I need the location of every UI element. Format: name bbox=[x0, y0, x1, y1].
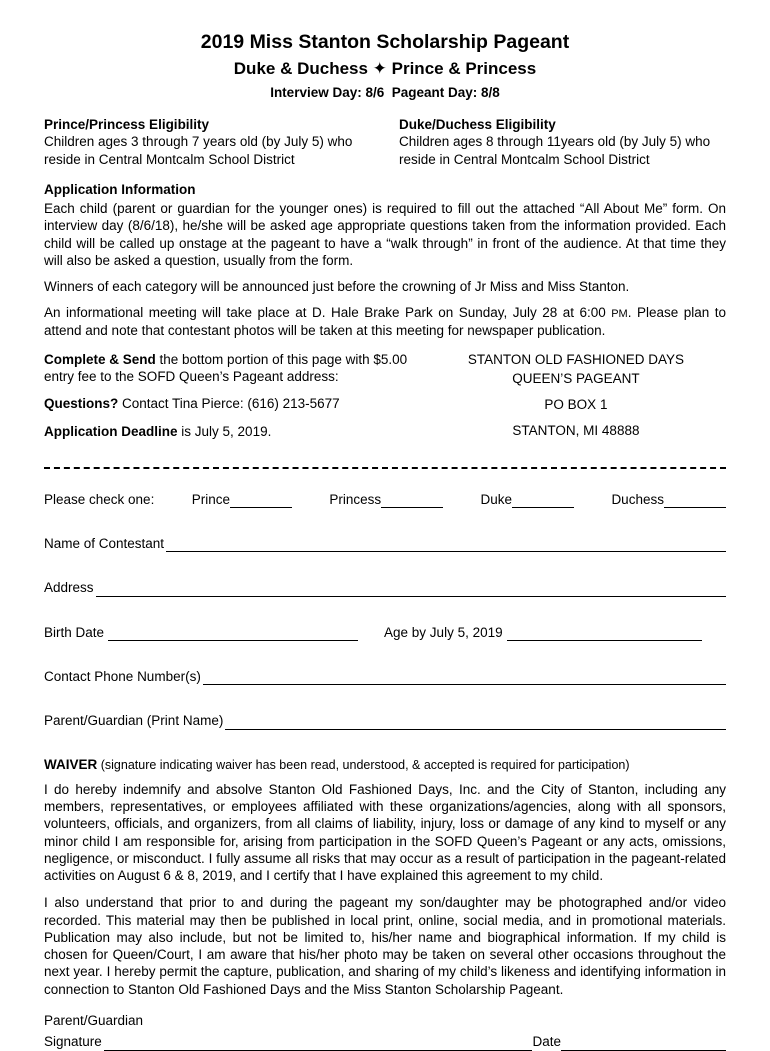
check-one-label: Please check one: bbox=[44, 491, 155, 507]
option-duchess-label: Duchess bbox=[611, 491, 664, 507]
questions-line bbox=[44, 395, 426, 412]
submission-section bbox=[44, 351, 726, 450]
option-duchess-blank[interactable] bbox=[664, 493, 726, 508]
phone-row bbox=[44, 668, 726, 685]
prince-eligibility-heading: Prince/Princess Eligibility bbox=[44, 116, 210, 132]
option-prince-label: Prince bbox=[191, 491, 230, 507]
signature-parent-label: Parent/Guardian bbox=[44, 1013, 144, 1028]
waiver-heading: WAIVER bbox=[44, 756, 98, 772]
date-label: Date bbox=[532, 1034, 561, 1050]
deadline-line bbox=[44, 423, 426, 440]
deadline-rest: is July 5, 2019. bbox=[177, 423, 272, 439]
birthdate-age-row bbox=[44, 624, 726, 641]
contestant-name-blank[interactable] bbox=[166, 537, 726, 552]
signature-blank[interactable] bbox=[104, 1036, 533, 1051]
age-label: Age by July 5, 2019 bbox=[384, 624, 503, 640]
age-blank[interactable] bbox=[507, 626, 702, 641]
birth-date-blank[interactable] bbox=[108, 626, 358, 641]
option-princess-label: Princess bbox=[329, 491, 382, 507]
address-line-1: STANTON OLD FASHIONED DAYS bbox=[467, 351, 684, 367]
option-princess-blank[interactable] bbox=[381, 493, 443, 508]
waiver-paragraph-1: I do hereby indemnify and absolve Stanton Old Fashioned Days, Inc. and the City of Stanton, including any members, representatives, or employees affiliated with these organizations/agencies, along with all sponsors, volunteers, officials, and organizers, from all claims of liability, injury, loss or damage of any kind to myself or any minor child I am responsible for, arising from participation in the SOFD Queen’s Pageant or any acts, omissions, negligence, or misconduct. I fully assume all risks that may occur as a result of participation in the pageant-related activities on August 6 & 8, 2019, and I certify that I have explained this agreement to my child. bbox=[44, 781, 726, 884]
meeting-meridiem: PM bbox=[611, 308, 628, 321]
submission-instructions bbox=[44, 351, 426, 450]
category-check-row bbox=[44, 491, 726, 508]
signature-label: Signature bbox=[44, 1034, 102, 1050]
meeting-text-before: An informational meeting will take place at D. Hale Brake Park on Sunday, July 28 at 6:00 bbox=[44, 305, 612, 321]
deadline-lead: Application Deadline bbox=[44, 423, 178, 439]
prince-eligibility-body: Children ages 3 through 7 years old (by July 5) who reside in Central Montcalm School District bbox=[44, 134, 353, 167]
meeting-text-after: . Please plan to attend and note that contestant photos will be taken at this meeting for newspaper publication. bbox=[44, 305, 726, 338]
option-duke bbox=[481, 491, 575, 508]
waiver-heading-line bbox=[44, 756, 726, 773]
page-title: 2019 Miss Stanton Scholarship Pageant bbox=[200, 31, 570, 53]
phone-label: Contact Phone Number(s) bbox=[44, 669, 201, 685]
application-info-paragraph-2: Winners of each category will be announced just before the crowning of Jr Miss and Miss Stanton. bbox=[44, 279, 630, 295]
prince-princess-eligibility bbox=[44, 116, 385, 168]
complete-send-lead: Complete & Send bbox=[44, 351, 156, 367]
eligibility-section bbox=[44, 116, 726, 168]
application-info-section bbox=[44, 181, 726, 339]
tear-off-separator bbox=[44, 467, 726, 469]
schedule-line: Interview Day: 8/6 Pageant Day: 8/8 bbox=[270, 84, 500, 100]
parent-name-row bbox=[44, 712, 726, 729]
birth-date-label: Birth Date bbox=[44, 624, 105, 640]
mailing-address bbox=[426, 351, 726, 450]
complete-send-rest: the bottom portion of this page with $5.00 entry fee to the SOFD Queen’s Pageant address: bbox=[44, 351, 408, 385]
complete-send-line bbox=[44, 351, 426, 386]
date-blank[interactable] bbox=[561, 1036, 726, 1051]
duke-eligibility-body: Children ages 8 through 11years old (by July 5) who reside in Central Montcalm School District bbox=[399, 134, 711, 167]
parent-name-label: Parent/Guardian (Print Name) bbox=[44, 713, 224, 729]
questions-lead: Questions? bbox=[44, 396, 119, 412]
duke-duchess-eligibility bbox=[385, 116, 726, 168]
address-line-2: QUEEN’S PAGEANT bbox=[512, 370, 640, 386]
address-line-3: PO BOX 1 bbox=[544, 396, 608, 412]
phone-blank[interactable] bbox=[203, 670, 726, 685]
address-blank[interactable] bbox=[96, 582, 726, 597]
application-info-paragraph-1: Each child (parent or guardian for the younger ones) is required to fill out the attached “All About Me” form. On interview day (8/6/18), he/she will be asked age appropriate questions taken from the information provided. Each child will be called up onstage at the pageant to have a “walk through” in front of the audience. At that time they will also be asked a question, usually from the form. bbox=[44, 201, 726, 268]
address-line-4: STANTON, MI 48888 bbox=[512, 422, 640, 438]
option-prince-blank[interactable] bbox=[230, 493, 292, 508]
address-row bbox=[44, 579, 726, 596]
option-princess bbox=[329, 491, 443, 508]
option-duke-blank[interactable] bbox=[512, 493, 574, 508]
parent-name-blank[interactable] bbox=[225, 715, 726, 730]
option-prince bbox=[192, 491, 292, 508]
option-duke-label: Duke bbox=[480, 491, 513, 507]
questions-rest: Contact Tina Pierce: (616) 213-5677 bbox=[118, 396, 340, 412]
contestant-name-label: Name of Contestant bbox=[44, 536, 165, 552]
application-info-paragraph-3 bbox=[44, 304, 726, 339]
signature-row bbox=[44, 1033, 726, 1050]
address-label: Address bbox=[44, 580, 94, 596]
option-duchess bbox=[611, 491, 726, 508]
page-subtitle: Duke & Duchess ✦ Prince & Princess bbox=[233, 58, 537, 78]
duke-eligibility-heading: Duke/Duchess Eligibility bbox=[399, 116, 556, 132]
contestant-name-row bbox=[44, 535, 726, 552]
application-info-heading: Application Information bbox=[44, 181, 196, 197]
waiver-paragraph-2: I also understand that prior to and during the pageant my son/daughter may be photographed and/or video recorded. This material may then be published in local print, online, social media, and in promotional materials. Publication may also include, but not be limited to, his/her name and biographical information. If my child is chosen for Queen/Court, I am aware that his/her photo may be taken on several other occasions throughout the next year. I hereby permit the capture, publication, and sharing of my child’s likeness and identifying information in connection to Stanton Old Fashioned Days and the Miss Stanton Scholarship Pageant. bbox=[44, 895, 726, 997]
waiver-heading-note: (signature indicating waiver has been read, understood, & accepted is required for participation) bbox=[97, 757, 630, 772]
